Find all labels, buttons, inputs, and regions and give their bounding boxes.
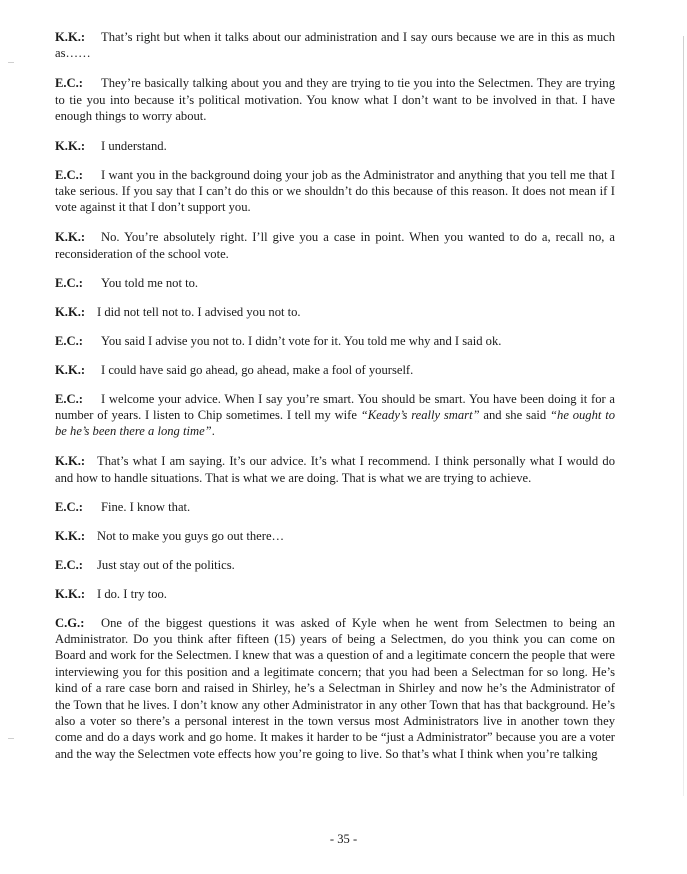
transcript-paragraph — [55, 528, 615, 544]
speaker-label: E.C.: — [55, 276, 83, 291]
transcript-paragraph — [55, 391, 615, 440]
paragraph-text: You said I advise you not to. I didn’t vote for it. You told me why and I said ok. — [101, 334, 502, 349]
scan-mark — [8, 738, 14, 739]
speaker-label: E.C.: — [55, 391, 83, 406]
paragraph-text: and she said — [479, 408, 551, 423]
speaker-label: K.K.: — [55, 138, 86, 153]
speaker-label: K.K.: — [55, 454, 86, 469]
speaker-label: K.K.: — [55, 362, 86, 377]
speaker-label: K.K.: — [55, 30, 86, 44]
quoted-text: “he ought to be he’s been there a long time” — [55, 408, 615, 439]
speaker-label: E.C.: — [55, 167, 83, 182]
paragraph-text: I understand. — [101, 138, 167, 153]
paragraph-text: I welcome your advice. When I say you’re smart. You should be smart. You have been doing it for a number of years. I listen to Chip sometimes. I tell my wife — [55, 391, 615, 423]
paragraph-text: One of the biggest questions it was asked of Kyle when he went from Selectmen to being an Administrator. Do you think after fifteen (15) years of being a Selectmen, do you think you can come on Board and work for the Selectmen. I knew that was a question of and a legitimate concern the people that were interviewing you for this position and a legitimate concern; that you had been a Selectman for so long. He’s kind of a rare case born and raised in Shirley, he’s a Selectman in Shirley and now he’s the Administrator of the Town that he lives. I don’t know any other Administrator in any other Town that has that background. He’s also a voter so there’s a personal interest in the town versus most Administrators live in another town they come and do a days work and go home. It makes it harder to be “just a Administrator” because you are a voter and the way the Selectmen vote effects how you’re going to live. So that’s what I think when you’re talking — [55, 615, 615, 761]
paragraph-text: Not to make you guys go out there… — [97, 529, 285, 544]
transcript-body — [55, 29, 615, 776]
transcript-paragraph — [55, 453, 615, 486]
transcript-paragraph — [55, 304, 615, 320]
transcript-paragraph — [55, 275, 615, 291]
transcript-paragraph — [55, 499, 615, 515]
speaker-label: E.C.: — [55, 558, 83, 573]
paragraph-text: . — [211, 424, 215, 439]
paragraph-text: They’re basically talking about you and they are trying to tie you into the Selectmen. They are trying to tie you into because it’s political motivation. You know what I don’t want to be involved in that. I have enough things to worry about. — [55, 76, 615, 124]
paragraph-text: Fine. I know that. — [101, 500, 191, 515]
speaker-label: E.C.: — [55, 500, 83, 515]
paragraph-text: I could have said go ahead, go ahead, make a fool of yourself. — [101, 362, 414, 377]
quoted-text: “Keady’s really smart” — [360, 408, 480, 423]
speaker-label: K.K.: — [55, 586, 86, 601]
speaker-label: K.K.: — [55, 529, 86, 544]
paragraph-text: I want you in the background doing your job as the Administrator and anything that you tell me that I take serious. If you say that I can’t do this or we shouldn’t do this because of this reason. It does not mean if I vote against it that I don’t support you. — [55, 167, 615, 215]
transcript-paragraph — [55, 29, 615, 62]
scan-mark — [8, 62, 14, 63]
paragraph-text: I do. I try too. — [97, 586, 167, 601]
page-number: - 35 - — [329, 832, 358, 846]
transcript-paragraph — [55, 167, 615, 216]
transcript-paragraph — [55, 615, 615, 763]
scan-edge-line — [683, 36, 684, 796]
speaker-label: E.C.: — [55, 76, 83, 91]
paragraph-text: I did not tell not to. I advised you not to. — [97, 305, 301, 320]
transcript-paragraph — [55, 75, 615, 124]
paragraph-text: No. You’re absolutely right. I’ll give you a case in point. When you wanted to do a, recall no, a reconsideration of the school vote. — [55, 230, 615, 261]
speaker-label: E.C.: — [55, 334, 83, 349]
transcript-paragraph — [55, 229, 615, 262]
speaker-label: K.K.: — [55, 305, 86, 320]
paragraph-text: You told me not to. — [101, 276, 199, 291]
transcript-paragraph — [55, 362, 615, 378]
speaker-label: C.G.: — [55, 615, 85, 630]
transcript-paragraph — [55, 138, 615, 154]
transcript-paragraph — [55, 586, 615, 602]
transcript-paragraph — [55, 333, 615, 349]
paragraph-text: That’s right but when it talks about our administration and I say ours because we are in this as much as…… — [55, 30, 615, 61]
transcript-paragraph — [55, 557, 615, 573]
speaker-label: K.K.: — [55, 230, 86, 245]
paragraph-text: That’s what I am saying. It’s our advice. It’s what I recommend. I think personally what I would do and how to handle situations. That is what we are doing. That is what we are trying to achieve. — [55, 454, 615, 485]
paragraph-text: Just stay out of the politics. — [97, 558, 235, 573]
